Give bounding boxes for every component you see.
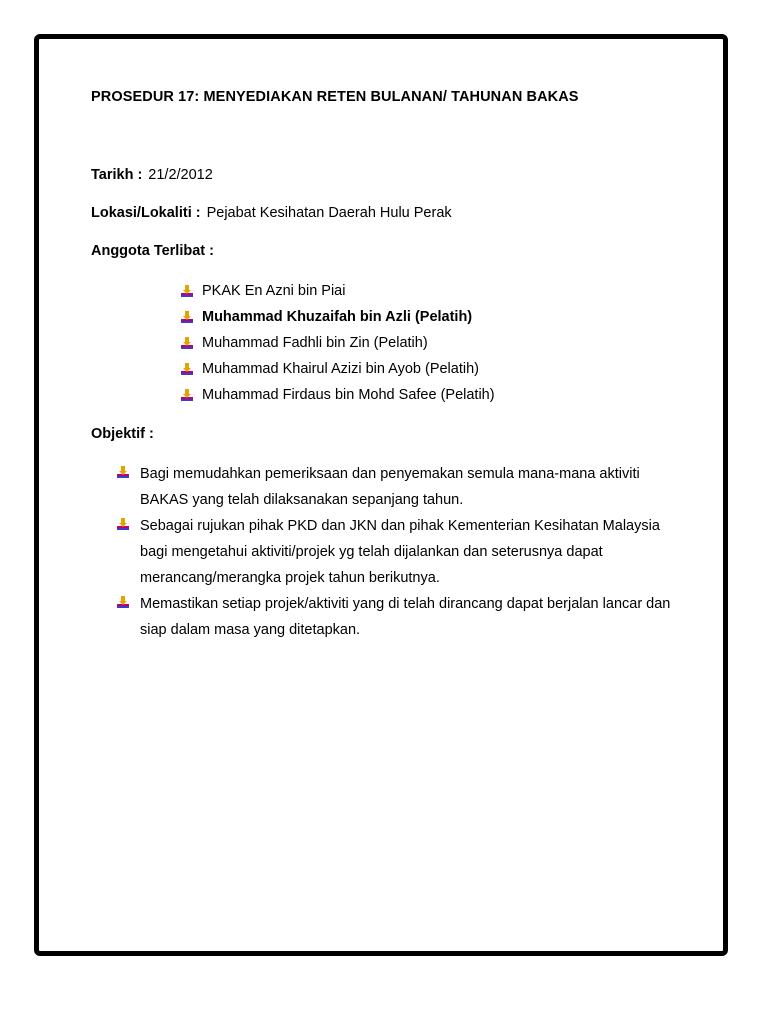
objectives-heading: Objektif : [91,426,154,442]
document-title: PROSEDUR 17: MENYEDIAKAN RETEN BULANAN/ TAHUNAN BAKAS [91,89,579,105]
date-label: Tarikh : [91,167,143,183]
location-field [91,205,452,221]
arrow-down-bullet-icon [116,517,130,531]
arrow-down-bullet-icon [116,465,130,479]
member-item [180,334,495,360]
arrow-down-bullet-icon [180,362,194,376]
date-value: 21/2/2012 [148,167,213,183]
arrow-down-bullet-icon [180,336,194,350]
arrow-down-bullet-icon [180,310,194,324]
objectives-list [116,461,676,643]
members-heading: Anggota Terlibat : [91,243,214,259]
member-item [180,386,495,412]
objective-text: Memastikan setiap projek/aktiviti yang di telah dirancang dapat berjalan lancar dan siap dalam masa yang ditetapkan. [140,596,671,638]
objective-item [116,591,676,643]
arrow-down-bullet-icon [116,595,130,609]
members-list [180,282,495,412]
member-name: Muhammad Khairul Azizi bin Ayob (Pelatih) [202,361,479,377]
member-name: PKAK En Azni bin Piai [202,283,346,299]
location-value: Pejabat Kesihatan Daerah Hulu Perak [206,205,452,221]
objective-item [116,461,676,513]
date-field [91,167,213,183]
member-name: Muhammad Firdaus bin Mohd Safee (Pelatih) [202,387,495,403]
objective-text: Bagi memudahkan pemeriksaan dan penyemakan semula mana-mana aktiviti BAKAS yang telah dilaksanakan sepanjang tahun. [140,466,640,508]
arrow-down-bullet-icon [180,284,194,298]
objective-item [116,513,676,591]
arrow-down-bullet-icon [180,388,194,402]
location-label: Lokasi/Lokaliti : [91,205,201,221]
member-item [180,360,495,386]
member-name: Muhammad Fadhli bin Zin (Pelatih) [202,335,428,351]
member-item [180,308,495,334]
objective-text: Sebagai rujukan pihak PKD dan JKN dan pihak Kementerian Kesihatan Malaysia bagi mengetahui aktiviti/projek yg telah dijalankan dan seterusnya dapat merancang/merangka projek tahun berikutnya. [140,518,660,586]
member-name: Muhammad Khuzaifah bin Azli (Pelatih) [202,309,473,325]
member-item [180,282,495,308]
